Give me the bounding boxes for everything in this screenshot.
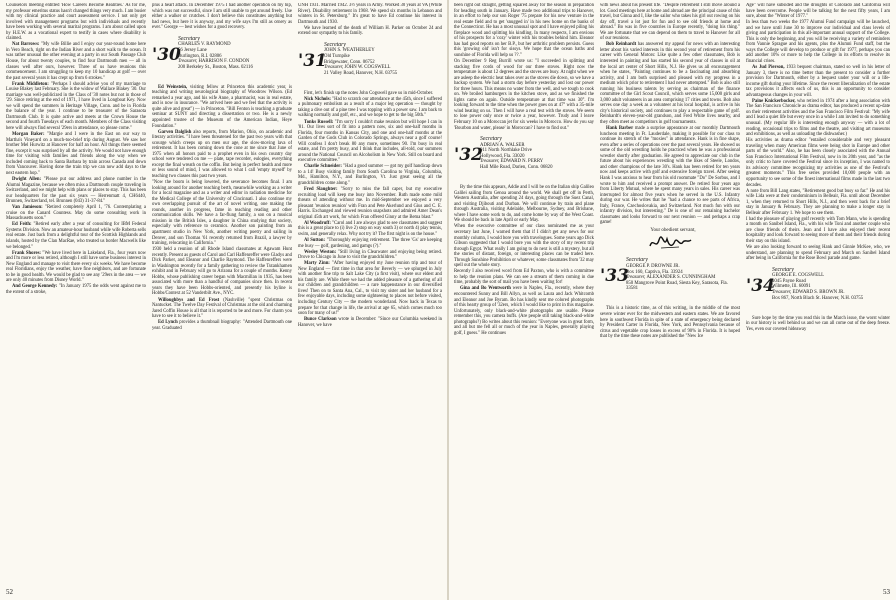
paragraph-lead-name: And George Kennedy: [12,284,58,290]
class-officers [480,137,552,171]
column-paragraph [152,247,292,297]
class-1930-heading [152,37,292,81]
paragraph-text: "Now the boom is being lowered, the severance becomes final. I am looking around for another teaching berth, meanwhile working as a writer for a local magazine and as a writer and editor in radiation medicine for the Medical College of the University of Cincinnati. I also continue my own overlapping pursuit of the art of novel writing, one making the rounds, another in progress, fame in teaching reading and other communication skills. We have a far-flung family, a son on a musical mission in the British Isles, a daughter in China studying that society, especially with reference to ceramics. Another son painting from an apartment studio in New York, another writing poetry and sailing in Denver, and son Thomas '61 recently returned from Brazil, a lawyer by training, relocating in California." [152,180,292,247]
paragraph-text: "Had a good summer — got my golf handicap down to a 14! Busy visiting family from South Carolina to Virginia, Columbia, Md., Hamilton, N.Y., and Burlington, Vt. Just great seeing all the grandchildren come along." [298,164,442,187]
paragraph-text: "Still living in Clearwater and enjoying being retired. Drove to Chicago in June to visit the grandchildren." [298,249,442,261]
class-year: '34 [746,275,775,296]
paragraph-text: "Had to scratch our attendance at the 45th, since I suffered a pulmonary embolism as a result of a major leg operation — thought by taking a dive out of a pine tree I was topping with a power saw. I am back to walking normally and golf, etc., and we hope to get to the big 50th." [298,96,442,119]
column-paragraph [600,126,740,226]
paragraph-text: On December 9 Reg Burrill wrote us: "I succeeded in splitting and stacking five cords of wood for our three stoves. Right now the temperature is about 12 degrees and the stoves are busy. At night when we are asleep the electric heat takes over as the stoves die down, so we have a backup system. We had a storm day before yesterday and lost our power for three hours. This means no water from the well, and we tough to cook on. We broiled hamburgers in the kitchen stove, and as we finished the lights came on again. Outside temperature at that time was 30°. I'm looking forward to the time when the power goes on at 47° with a 35-mile wind beating on us. Then I will have a real test with the stoves. We seem to lose power only once or twice a year, however. Trudy and I leave February 10 on a Moroccan jet for six weeks in Morocco. How do you say 'Bourbon and water, please' in Moroccan? I have to find out." [454,58,594,131]
treasurer-label: Treasurer, [772,290,792,296]
secretary-address-2: Bridgewater, Conn. 06752 [324,59,375,65]
secretary-address-2: Wilmette, Ill. 60091 [772,284,811,290]
paragraph-text: Age" will have subsided and the droughts of Colorado and California will have been overcome. People will be talking for the next fifty years, I am sure, about the "Winter of 1977." [746,3,890,20]
class-officers [178,37,253,71]
column-paragraph [298,187,442,220]
secretary-address-1: 1045 Payne Road [772,278,806,284]
class-1932-heading [454,137,594,181]
column-paragraph [6,205,146,222]
column-paragraph [454,3,594,58]
left-col-3 [298,3,442,583]
secretary-name: GEORGE P. DROWNE JR. [626,264,680,270]
column-paragraph [746,217,890,245]
column-paragraph [152,298,292,320]
column-paragraph [298,238,442,249]
class-1931-heading [298,43,442,87]
paragraph-lead-name: Frank Middleton: [12,81,49,87]
paragraph-lead-name: Wesley Weston: [304,249,337,255]
paragraph-text: "In January 1975 the odds went against me to the extent of a stroke, [6,284,146,295]
treasurer-name: HARRISON F. CONDON [198,59,250,65]
secretary-label: Secretary [324,41,346,48]
column-paragraph [152,130,292,180]
right-col-3 [746,3,890,583]
secretary-name: CHARLES V. RAYMOND [178,42,231,48]
column-paragraph [298,261,442,316]
secretary-name: JOHN S. WEATHERLEY [324,48,375,54]
paragraph-lead-name: Bunce Clarkson [304,317,337,323]
right-page [448,0,896,600]
paragraph-text: also reports, from Marion, Ohio, on academic and literary activities. "I have been threatened for the past two years with that scourge which creeps up on men our age, the slow-moving lava of retirement. It has been coming down the cone at me since that June of 1975 when all honors paid to a prophet even in his own country day school were tendered on me — plate, tape recorder, eulogies, everything except the final wreath on the coffin. But being in perfect health and more or less sound of mind, I was allowed to what I call 'empty myself' by teaching two classes this past two years. [152,129,292,179]
class-year: '32 [454,145,483,166]
paragraph-text: "Retired completely April 1, '76. Contemplating a cruise on the Canard Countess. May do some consulting work in Massachusetts soon." [6,205,146,222]
paragraph-text: 1933 bequest chairman, stated so well in his letter of January 3, there is no time better than the present to consider a further provision for Dartmouth, either by a bequest under your will or a life-income gift during your lifetime. Since the recent liberalization of the estate tax provisions it affects each of us, this is an opportunity to consider advantageous changes in your will. [746,65,890,98]
column-paragraph [6,222,146,250]
column-paragraph [6,177,146,205]
paragraph-text: I had the pleasure of playing golf recently with Tom Mann, who is spending a month on Sanibel Island, Fla., with his wife Toni and another couple who are close friends of theirs. Jean and I have also enjoyed their recent hospitality and look forward to seeing more of them and their friends during their stay on this island. [746,216,890,244]
column-paragraph [298,91,442,97]
secretary-address-1: 911 North Northlake Drive [480,148,532,154]
column-paragraph [298,164,442,186]
paragraph-text: We have learned of the death of William H. Parker on October 24 and extend our sympathy to his family. [298,25,442,37]
secretary-label: Secretary [178,35,200,42]
secretary-label: Secretary [480,136,502,143]
column-paragraph [746,65,890,98]
paragraph-lead-name: Al Sutton: [304,238,326,243]
column-paragraph [454,224,594,268]
paragraph-text: Recently I also received word from Ed Paxton, who is with a committee to help the reunion plans. We can see a stream of them coming in due time, probably the sort of mail you have been waiting for! [454,269,594,286]
column-paragraph [298,120,442,164]
paragraph-lead-name: Tonks Russell: [304,119,334,125]
treasurer-label: Treasurer, [178,59,198,65]
column-paragraph [600,306,740,339]
page-number-right: 53 [883,588,890,596]
column-paragraph [6,284,146,295]
paragraph-lead-name: Al Woodruff: [304,220,331,226]
treasurer-address: Hall Mile Road, Darien, Conn. 06820 [480,165,553,171]
paragraph-lead-name: Gina and Bo Wentworth [460,286,511,292]
column-paragraph [454,269,594,286]
column-paragraph [298,3,442,25]
secretary-name: ADRIAN A. WALSER [480,142,525,148]
secretary-label: Secretary [626,257,648,264]
paragraph-text: "Margie and I were in the East on our way to Martha's Vineyard on a much-too-brief trip during August. We saw her brother Mel Hurwitz at Hanover for half an hour. All things there seemed fine, except it was surprised by all the activity. We would not have enough time for visiting with families and friends along the way when we included coming back to Santa Barbara by train across Canada and down from Vancouver. Having done the train trip we can now add days to the next eastern hop." [6,132,146,176]
left-col-1 [6,3,146,583]
paragraph-lead-name: Bob Reinhardt [606,42,637,48]
paragraph-text: "My wife Billie and I enjoy our year-round home here in Vero Beach, right on the Indian River and a short walk to the ocean. It was rather unusual the other evening at a party in our South Passage Club House, for about twenty couples, to find four Dartmouth men — all in classes well after ours, however. Three of us have reunions this commencement. I am struggling to keep my 10 handicap at golf — over the past several years it has crept up from 6 strokes." [6,42,146,81]
paragraph-text: Counselors meeting entitled 'How Careers Become Realities.' As for me, my professor emeritus status hasn't changed things very much. I am busier with my clinical practice and court assessment service. I not only get involved with management programs but with individuals and recently have been working with several marital programs. I am about called upon by H.E.W. as a vocational expert to testify in cases where disability is claimed. [6,3,146,42]
paragraph-text: "Retired early after a year of consulting for IBM Federal Systems Division. Now an amateur-hour husband while wife Roberta sells real estate. Just back from a delightful tour of the Scottish Highlands and islands, hosted by the Clan MacRae, who treated us border Macwells like we belonged." [6,222,146,250]
column-paragraph [298,221,442,238]
paragraph-text: We are also looking forward to seeing Hank and Ginnie McKee, who, we understand, are planning to spend February and March on Sanibel Island after being in California for the Rose Bowl parade and game. [746,245,890,262]
paragraph-text: (Nashville) "spent Christmas on Nantucket. The Twelve Day Festival of Christmas at the old and charming Jared Coffin House is all that it is reported to be and more. For charm you have to see it to believe it." [152,297,292,320]
class-year: '31 [298,50,327,71]
class-1933-heading [600,258,740,302]
paragraph-text: wrote in December: "Since our Columbia weekend in Hanover, we have [298,317,442,328]
column-paragraph [600,3,740,42]
paragraph-lead-name: Ed Lynch [158,320,178,326]
paragraph-lead-name: Charlie Schneider: [304,164,342,170]
column-paragraph [454,59,594,131]
class-1934-heading [746,268,890,312]
paragraph-text: UNH 1931. Married 1942. 3½ years in Army. Worked 30 years at VA (White River). Disability retirement in 1968. We spend six months in Lebanon and winters in St. Petersburg." It's great to have Ed continue his interest in Dartmouth and 1930. [298,3,442,25]
page-number-left: 52 [6,588,13,596]
column-paragraph [152,180,292,247]
class-year: '30 [152,44,181,65]
paragraph-lead-name: As Jud Pierson, [752,65,785,71]
secretary-address-1: Box 160, Captiva, Fla. 33924 [626,269,683,275]
paragraph-text: "After having enjoyed my June reunion trip and tour of New England — first time in that area for Beverly — we splurged in July with another fine trip to Salt Lake City (a first visit), where our eldest and his family are. While there we had the added pleasure of a gathering of all our children and grandchildren — a rare happenstance in our diversified lives! Then on to Santa Ana, Cal., to visit my sister and her husband for a few enjoyable days, including some sightseeing to places not before visited, including Century City — the modern wonderland. Now back in Texas to prepare for that change in life, the arrival at age 65, which comes much too soon for many of us!" [298,261,442,317]
paragraph-text: When the executive committee of our class nominated me as your secretary last June, I warned them that if I didn't get any news for our monthly column, I would bore you with travelogues. Some years ago Dick Gibson suggested that I would bore you with the story of my recent trip through Egypt. What really I am going to do next is still a mystery, but all the stories of distant, foreign, or interesting places can be traded here. Through Sunshine Prohibition or whatever, some classmates from '32 may spell out the whole story. [454,224,594,269]
class-year: '33 [600,266,629,287]
column-paragraph [6,3,146,42]
class-officers [772,268,863,302]
paragraph-text: "Sorry to miss the fall caper, but my executive recruiting load will keep me busy into November. Ruth made some mild threats of attending without me. In mid-September we enjoyed a very pleasant 'reunion reunion' with Fran and Pete Akerlund and Gius and C. E. Harris. Exchanged and viewed reunion snapshots and admired Amer Dean's original 45th art work, for which Fran offered Ginny at the Bema blast." [298,187,442,220]
secretary-name: GEORGE E. COGSWELL [772,273,825,279]
class-officers [324,43,397,77]
column-paragraph [298,97,442,119]
treasurer-label: Treasurer, [480,159,500,165]
class-officers [626,258,740,292]
column-paragraph [600,42,740,125]
paragraph-lead-name: Nat Barrows: [12,42,40,48]
column-paragraph [152,320,292,331]
secretary-address-2: Burlington, R.I. 02806 [178,53,222,59]
column-paragraph [298,26,442,37]
paragraph-lead-name: Van Jamieson: [12,205,43,211]
secretary-address-1: 56 Jersey Lane [178,47,207,53]
paragraph-text: "We have lived here in Lakeland, Fla., four years now and I'm more or less retired, although I still have some business interest in New England and manage to visit there every six weeks. We have become real Floridians, enjoy the weather, have fine neighbors, and are fortunate to be in good health. We would be glad to see any '29ers in the area — we are only 40 minutes from Disney World." [6,250,146,284]
paragraph-lead-name: Fred Slaughter: [304,187,338,193]
signoff-line [600,228,740,234]
column-paragraph [746,20,890,64]
paragraph-lead-name: Garven Dalglish [158,129,192,135]
treasurer-name: ALEXANDER S. CUNNINGHAM [646,275,716,281]
paragraph-text: "Thoroughly enjoying retirement. The three 'Gs' are keeping me busy — golf, gardening, and gamgs (?)." [298,238,442,249]
paragraph-lead-name: Nick Nichols: [304,96,331,102]
paragraph-text: "I'm sorry I couldn't make reunion but will hope I can in '81. Our lives sort of fit into a pattern now, six and one-half months in Florida, four months in Kansas City, and one and one-half months at the Garden of the Gods Club in Colorado Springs, always near a golf course! Will confess I don't break 80 any more, sometimes 90. I'm busy in real estate, and I'm pretty busy, and I think that includes, all-told, our summers around the National Council on Alcoholism in New York. Still on board and executive committee." [298,119,442,164]
paragraph-text: In less than two weeks the 1977 Alumni Fund campaign will be launched, and we have until June 30 to improve our individual and class levels of giving and participation in this all-important annual support of the College. This is only the beginning, and you will be receiving a variety of reminders from Vannie Sprague and his agents, plus the Alumni Fund staff, but the ways the College will develop to produce or gift for 1977, perhaps you can add another 10% or more to help the College in its efforts to resolve its financial crises. [746,20,890,64]
paragraph-text: plus a heart attack. In December 1975 I had another operation on my hip, which was not successful, since I am still unable to get around freely. Use either a walker or crutches. I don't believe this constitutes anything but bad news, but here it is anyway, and my wife says I'm still as ornery as ever." George — best wishes for a good recovery. [152,3,292,31]
paragraph-lead-name: Marty Zinn: [304,261,330,267]
treasurer-address: 21 Valley Road, Hanover, N.H. 03755 [324,70,398,76]
paragraph-text: "Please put our address and phone number in the Alumni Magazine, because we often miss a Dartmouth couple traveling in Switzerland, and we might help with plans or places to stay. This has been our headquarters for the past six years — Herrenmatt 4, CH6440, Brunnen, Switzerland, tel. Brunnen (043) 31-37-84." [6,176,146,205]
secretary-address-1: Old Turnpike [324,53,350,59]
treasurer-label: Treasurer, [324,65,344,71]
paragraph-lead-name: Frank Shores: [12,250,41,256]
treasurer-label: Treasurer, [626,275,646,281]
paragraph-text: provides a thumbnail biography: "Attended Dartmouth one year. Graduated [152,320,292,331]
paragraph-text: 1930 held a reunion of all Rhode Island classmates at Agawam Hunt recently. Present as guests of Carol and Carl Haffenreffer were Gladys and Dick Parker, and Eleanor and Charlie Raymond. The Haffenreffers were in Washington recently for a family gathering to review the Tutankhamen exhibit and in February will go to Arizona for a couple of months. Kenny Hobbs, whose publishing career began with Macmillan in 1935, has been associated with more than a handful of companies since then. In recent years they have been Hobbs-oriented, and presently his byline is Hobbs/Context at 52 Vanderbilt Ave., NYC. [152,247,292,297]
column-paragraph [298,317,442,328]
paragraph-text: has answered my appeal for news with an interesting letter about his varied interests in this second year of retirement from his career with General Motors: Like quite a few other classmates, Bob is interested in painting and has started his second year of classes in oil at the local art center of Short Hills, N.J. He gives us all encouragement when he states, "Painting continues to be a fascinating and absorbing activity, and I am both surprised and pleased with my progress in a medium which prior to retirement I had never attempted." Bob is also still running his business talents by serving as chairman of the finance committee of the Girl Scout Council, which serves some 15,000 girls and 3,000 adult volunteers in an area comprising 17 cities and towns. Bob also serves one day a week as a volunteer at his local hospital, is active in his city's historical society, and continues to play a respectable game of golf. Reinhardt's eleven-year-old grandson, and Fred White lives nearby, and they often meet as competitors in golf tournaments. [600,42,740,125]
left-col-2 [152,3,292,583]
paragraph-lead-name: Paine Knickerbocker, [752,98,796,104]
paragraph-lead-name: Ed Feith: [12,222,32,228]
column-paragraph [746,245,890,262]
paragraph-text: First, let's finish up the notes John Cogswell gave us in mid-October. [304,90,434,96]
paragraph-text: made a surprise appearance at our monthly Dartmouth luncheon meeting in Ft. Lauderdale, making it possible for our class to continue its stretch of the "moxies" in attendance. Hank is in fine shape, even after a series of operations over the past several years. He showed us some of the old wrestling holds he practiced when he was a professional wrestler shortly after graduation. He agreed to appreciate our club in the future about his experiences wrestling with the likes of Steele, Londos, and other champions of the late 30's. Hank has been retired for ten years now and keeps active with golf and extensive foreign travel. After seeing Hank I was anxious to hear from his old roommate "Do" De Sorbus, and I wrote to him and received a prompt answer. De retired four years ago from Liberty Mutual, where he spent many years in sales. His career was interrupted for almost five years when he served in the U.S. Infantry during our war. He writes that he "had a chance to see parts of Africa, Italy, France, Czechoslovakia, and Switzerland. Not much fun with our infantry division, but interesting." De is one of our remaining bachelor classmates and looks forward to our next reunion — and perhaps a crap game! [600,126,740,226]
paragraph-text: who retired in 1974 after a long association with The San Francisco Chronicle as drama editor, has produced a recent up-date on their retirement activities and the San Francisco Film Festival: "My wife and I lead a quiet life but every once in a while I am invited to do something unusual. (My regular life is interesting enough anyway — with a lot of reading, occasional trips to films and the theatre, and visiting art museums and exhibitions, as well as unloading the dishwasher.) [746,98,890,138]
right-col-1 [454,3,594,583]
secretary-address-2: Hollywood, Fla. 33020 [480,153,525,159]
paragraph-lead-name: Morgan Baker: [12,132,45,138]
paragraph-text: "Perhaps I should advise you of my marriage to Louise Blakey last February. She is the widow of Wallace Blakey '30. Our marriage was well-publicized in the Class of '30 notes but not in those of '29. Since retiring at the end of 1971, I have lived in Longboat Key. Now we will spend the summers in Heritage Village, Conn. and be in Florida the balance of the year. I continue to be treasurer of the Sarasota Dartmouth Club. It is quite active and meets at the Crown House the second and fourth Tuesdays of each month. Members of the Class visiting here will always find several '29ers in attendance, so please come." [6,81,146,132]
column-paragraph [152,3,292,31]
paragraph-text: Sure hope by the time you read this in the March issue, the worst winter in our history is well behind us and we can all come out of the deep freeze. Yes, even our coveted hideaway [746,315,890,332]
paragraph-lead-name: Ed Weinstein, [158,84,188,90]
column-paragraph [454,185,594,224]
secretary-label: Secretary [772,266,794,273]
paragraph-text: with news about his present life. "Despite retirement I still move around a lot. Good meetings here at home and abroad are the principal cause of this travel, but Ginna and I, like the sailor who takes his girl out rowing on his day off, travel a lot just for fun and to see old friends at home and abroad." Bo was in five countries in Europe recently, "doing his thing." We are fortunate that we can depend on them to travel to Hanover for all of our reunions. [600,3,740,42]
paragraph-text: His activities as drama editor "entailed considerable and very pleasant traveling when many American films were being shot in Europe and other parts of the world." Also, he has been closely associated with the Annual San Francisco International Film Festival, now in its 20th year, and "as the only critic to have covered the Festival since its inception, I was named to its advisory committee recognizing my activities as one of the Festival's greatest moments." This free series provided 10,000 people with an opportunity to see some of the finest international films made in the last two decades. [746,138,890,188]
column-paragraph [746,3,890,20]
right-col-2 [600,3,740,583]
paragraph-text: By the time this appears, Addie and I will be on the Italian ship Galileo Galilei sailing from Genoa around the world. We shall get off in Perth, Western Australia, after spending 24 days, going through the Suez Canal, and visiting Djibouti and Durban. We will continue by train and plane through Australia, visiting Adelaide, Melbourne, Sydney, and Brisbane, where I have some work to do, and come home by way of the West Coast. We should be back in late April or early May. [454,185,594,224]
signature-image [647,234,693,252]
paragraph-text: Your obedient servant, [650,227,696,233]
treasurer-address: Box 867, North Blach St. Hanover, N.H. 03755 [772,295,864,301]
paragraph-text: been right out straight, getting squared away for the season in preparation for heading south in January. Have made two additional trips to Hanover, in an effort to help our son Roger '75 prepare for his new venture in the real estate field and to get 'snugged in' in his new home on the banks of the Connecticut. He has a most unusual spot and I have enjoyed piling his fireplace wood and splitting his kindling. In many respects, I am envious of his prospects for a 'cozy' winter with his troubles behind him. Eleanor has had good reports on her B.P., but her arthritic problem persists. Guess this 'growing old' isn't for sissys. We hope that the ocean baths and sunshine of Florida will help us ??." [454,3,594,58]
column-paragraph [298,250,442,261]
paragraph-text: This is a historic time, as of this writing, in the middle of the most severe winter ever for the midwestern and eastern states. We are favored here in southwest Florida in spite of a state of emergency being declared by President Carter in Florida, New York, and Pennsylvania because of citrus and vegetable crop losses in excess of 90% in Florida. It is hoped that by the time these notes are published the "New Ice [600,306,740,340]
column-paragraph [746,138,890,188]
column-paragraph [152,85,292,129]
paragraph-text: A note from Bill Lang states, "Retirement good but busy so far." He and his wife Lida were at their condominium in Belleair, Fla. until about December 1, when they returned to Short Hills, N.J., and then went back for a brief stay in January & February. They are planning to make a longer stay in Belleair after February 1. We hope to see them. [746,188,890,216]
treasurer-name: JOHN W. COGSWELL [344,65,391,71]
paragraph-text: were in Naples, Fla., recently, where they encountered Sunny and Bill Allyn, as well as Laura and Jack Whitcomb and Eleanor and Joe Byram. Bo has kindly sent me colored photographs of this hearty group of '32ers, which I would like to print in this magazine. Unfortunately, only black-and-white photographs are usable. Please remember this, you camera buffs. (Are people still taking black-and-white photographs?) Bo writes about this reunion: "Everyone was in great form, and all but me fell all or much of the year in Naples, generally playing golf, I guess." He continues [454,286,594,336]
treasurer-name: EDWARD S. BROWN JR. [792,290,845,296]
treasurer-address: 850 Mangrove Point Road, Siesta Key, Sarasota, Fla. 33581 [626,280,728,292]
column-paragraph [6,42,146,81]
paragraph-lead-name: Willoughbys and Ed Frost [158,297,220,303]
column-paragraph [746,189,890,217]
treasurer-address: 200 Berkeley St., Boston, Mass. 02116 [178,64,253,70]
paragraph-lead-name: Dwight Allen: [12,176,42,182]
paragraph-lead-name: Hank Barber [606,126,634,132]
column-paragraph [6,82,146,132]
treasurer-name: EDWARD N. PERRY [500,159,544,165]
paragraph-text: "Carol and I are always glad to see classmates and suggest this is a great place to (i) live 2) stop on way south 3) or north 4) play tennis, swim, and generally relax. Why not try it? The first night is on the house." [298,220,442,237]
column-paragraph [6,251,146,284]
column-paragraph [6,132,146,176]
paragraph-text: visiting fellow at Princeton this academic year, is teaching and writing neurological biography of Woodrow Wilson. (Ed remarked a year ago, and his wife Anne, a pharmacist, was in real estate, and is now in insurance. "We arrived here and we feel that the activity is quite alive and great") — in Princeton. "Bill Fenton is teaching a graduate seminar at SUNY and directing a dissertation or two. He is a newly appointed trustee of the Museum of the American Indian, Heye Foundation." [152,84,292,129]
column-paragraph [746,316,890,333]
column-paragraph [746,99,890,138]
column-paragraph [454,286,594,336]
